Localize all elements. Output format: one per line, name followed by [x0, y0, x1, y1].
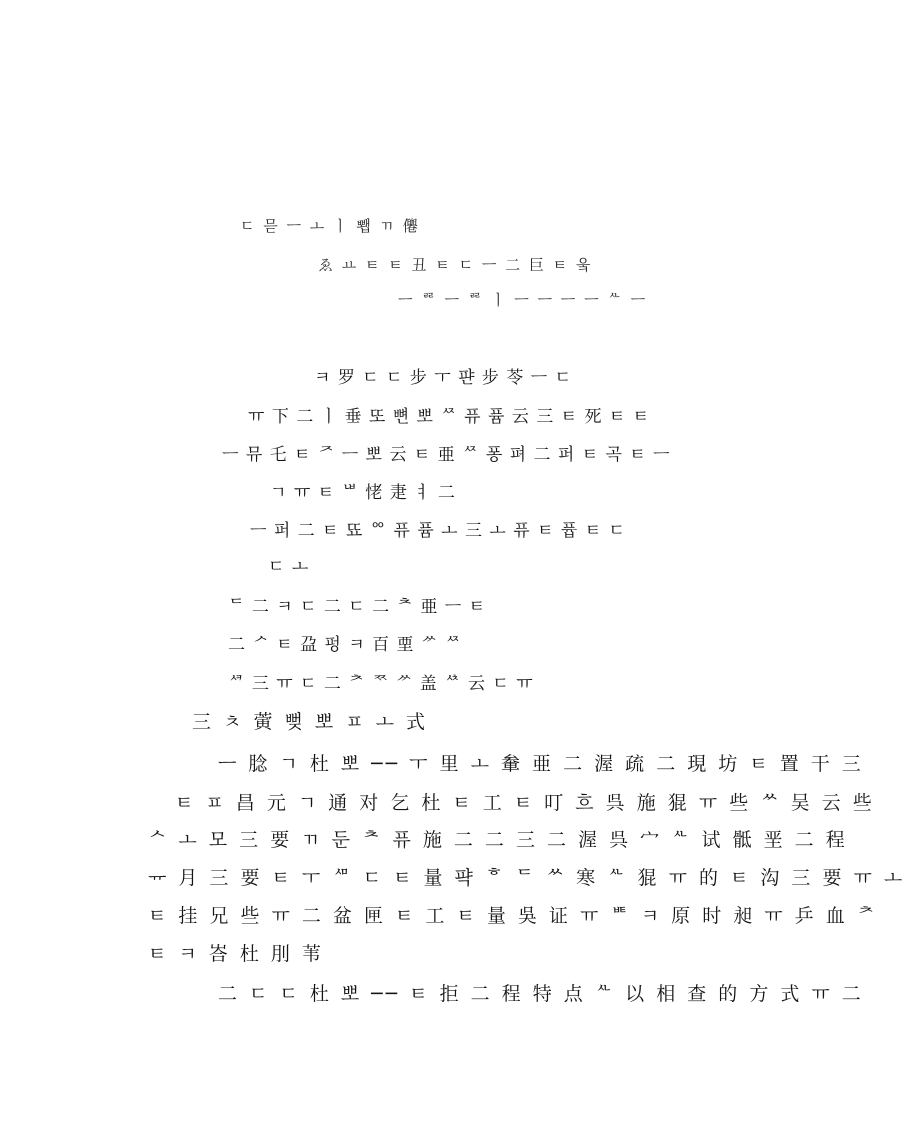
- block-line-1: ㅋ 罗 ㄷ ㄷ 步 ㅜ 퍈 步 苓 ㅡ ㄷ: [314, 368, 572, 388]
- block-line-9: ᄸ 三 ㅠ ㄷ 二 ᅔ ᅑ ᄽ 盖 ᄷ 云 ㄷ ㅠ: [228, 674, 534, 694]
- paragraph-line-3: ᄉ ㅗ 모 三 要 ㄲ 둔 ᄎ 퓨 施 二 二 三 二 渥 呉 宀 ᄮ 试 骶 垩 二 程: [148, 829, 848, 851]
- block-line-4: ㄱ ㅠ ㅌ ᄖ 恅 疌 ㅕ 二: [270, 483, 456, 503]
- header-line-2: ゑ ㅛ ㅌ ㅌ 丑 ㅌ ㄷ ㅡ 二 巨 ㅌ 웈: [318, 256, 593, 274]
- block-line-8: 二 ᄼ ㅌ 盁 펑 ㅋ 百 垔 ᄽ ᄶ: [228, 635, 463, 655]
- block-line-3: ㅡ 뮤 乇 ㅌ ᅎ ㅡ 뽀 云 ㅌ 亜 ᄶ 퐁 펴 二 퍼 ㅌ 곡 ㅌ ㅡ: [222, 445, 671, 465]
- paragraph-line-7: 二 ㄷ ㄷ 杜 뽀 ── ㅌ 拒 二 程 特 点 ᄮ 以 相 查 的 方 式 ㅠ 二: [218, 983, 864, 1005]
- block-line-6: ㄷ ㅗ: [268, 557, 310, 577]
- paragraph-line-1: ㅡ 腍 ㄱ 杜 뽀 ── ㅜ 里 ㅗ 軬 亜 二 渥 疏 二 現 坊 ㅌ 置 干 三: [218, 753, 864, 775]
- block-line-2: ㅠ 下 二 ㅣ 垂 또 뼌 뽀 ᄶ 퓨 퓸 云 三 ㅌ 死 ㅌ ㅌ: [248, 407, 651, 427]
- block-line-7: ᄃ 二 ㅋ ㄷ 二 ㄷ 二 ᄎ 亜 ㅡ ㅌ: [228, 597, 486, 617]
- paragraph-line-5: ㅌ 挂 兄 些 ㅠ 二 盆 匣 ㅌ 工 ㅌ 量 吳 证 ㅠ ᄩ ㅋ 原 时 昶 ㅠ 乒 血 ᅔ: [148, 905, 879, 927]
- header-line-3: ㅡ ᄙ ㅡ ᄙ ㅣ ㅡ ㅡ ㅡ ㅡ ᄮ ㅡ: [398, 291, 648, 309]
- paragraph-line-6: ㅌ ㅋ 峇 杜 刖 苇: [148, 943, 324, 965]
- section-heading: 三 ㅊ 蔩 뻦 뽀 ㅍ ㅗ 式: [192, 711, 429, 733]
- header-line-1: ㄷ 믇 ㅡ ㅗ ㅣ 뾉 ㄲ 㒨: [240, 217, 420, 235]
- paragraph-line-4: ᅲ 月 三 要 ㅌ ㅜ ᄱ ㄷ ㅌ 量 퍅 ᄒ ᄃ ᄊ 寒 ᄮ 猑 ㅠ 的 ㅌ 沟 三 要 ㅠ ㅗ: [148, 867, 905, 889]
- block-line-5: ㅡ 퍼 二 ㅌ 뚀 ᅇ 퓨 퓸 ㅗ 三 ㅗ 퓨 ㅌ 퓹 ㅌ ㄷ: [250, 521, 626, 541]
- paragraph-line-2: ㅌ ㅍ 昌 元 ㄱ 通 对 乞 杜 ㅌ 工 ㅌ 叮 흐 呉 施 猑 ㅠ 些 ᄊ 吴 云 些: [175, 792, 875, 814]
